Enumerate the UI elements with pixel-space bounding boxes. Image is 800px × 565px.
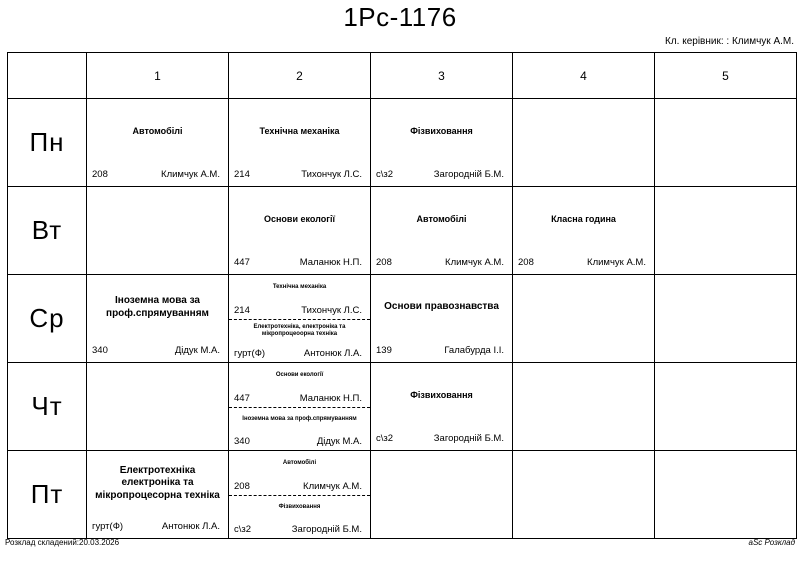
empty-cell bbox=[655, 99, 797, 187]
lesson-cell bbox=[229, 99, 371, 187]
lesson-subject: Основи правознавства bbox=[384, 301, 499, 313]
corner-cell bbox=[8, 53, 87, 99]
created-date: Розклад складений:20.03.2026 bbox=[5, 538, 120, 547]
lesson-room: 208 bbox=[92, 169, 108, 180]
empty-cell bbox=[513, 275, 655, 363]
lesson-subject: Технічна механіка bbox=[259, 125, 340, 136]
lesson-teacher: Дідук М.А. bbox=[316, 436, 362, 447]
day-label-tuesday: Вт bbox=[8, 187, 87, 275]
lesson-cell bbox=[87, 275, 229, 363]
lesson-cell bbox=[371, 99, 513, 187]
period-header-1: 1 bbox=[87, 53, 229, 99]
empty-cell bbox=[513, 363, 655, 451]
lesson-room: 447 bbox=[234, 257, 250, 268]
lesson-room: с\з2 bbox=[234, 524, 252, 535]
empty-cell bbox=[655, 451, 797, 539]
lesson-teacher: Загородній Б.М. bbox=[433, 169, 504, 180]
lesson-teacher: Тихончук Л.С. bbox=[301, 169, 362, 180]
head-teacher-label: Кл. керівник: : Климчук А.М. bbox=[665, 36, 794, 47]
lesson-room: с\з2 bbox=[376, 433, 394, 444]
empty-cell bbox=[87, 363, 229, 451]
lesson-subject: Автомобілі bbox=[282, 460, 317, 466]
lesson-room: 447 bbox=[234, 392, 250, 404]
day-label-thursday: Чт bbox=[8, 363, 87, 451]
lesson-teacher: Загородній Б.М. bbox=[291, 524, 362, 535]
lesson-cell bbox=[87, 451, 229, 539]
day-row-friday bbox=[8, 451, 797, 539]
lesson-subject: Фізвиховання bbox=[410, 125, 473, 136]
brand-label: aSc Розклад bbox=[748, 538, 795, 547]
split-lesson-cell bbox=[229, 275, 371, 363]
empty-cell bbox=[87, 187, 229, 275]
page-title: 1Рс-1176 bbox=[343, 2, 457, 32]
lesson-room: 208 bbox=[234, 480, 250, 492]
lesson-subject: Основи екології bbox=[263, 213, 336, 224]
lesson-room: 139 bbox=[376, 345, 392, 356]
lesson-room: 208 bbox=[376, 257, 392, 268]
lesson-teacher: Маланюк Н.П. bbox=[299, 392, 362, 404]
lesson-subject: Електротехніка електроніка та мікропроцесорна техніка bbox=[95, 464, 220, 501]
lesson-cell bbox=[371, 275, 513, 363]
day-label-friday: Пт bbox=[8, 451, 87, 539]
empty-cell bbox=[513, 451, 655, 539]
lesson-subject: Класна година bbox=[551, 213, 616, 224]
lesson-room: 214 bbox=[234, 304, 250, 316]
lesson-room: с\з2 bbox=[376, 169, 394, 180]
lesson-teacher: Дідук М.А. bbox=[174, 345, 220, 356]
lesson-teacher: Климчук А.М. bbox=[587, 257, 646, 268]
lesson-teacher: Антонюк Л.А. bbox=[161, 521, 220, 532]
period-header-3: 3 bbox=[371, 53, 513, 99]
lesson-room: гурт(Ф) bbox=[234, 348, 266, 359]
lesson-teacher: Галабурда І.І. bbox=[444, 345, 504, 356]
timetable-grid bbox=[7, 52, 797, 539]
lesson-subject: Фізвиховання bbox=[410, 389, 473, 400]
lesson-cell bbox=[87, 99, 229, 187]
day-row-monday bbox=[8, 99, 797, 187]
empty-cell bbox=[655, 363, 797, 451]
lesson-room: 340 bbox=[234, 436, 250, 447]
lesson-cell bbox=[229, 187, 371, 275]
lesson-room: 214 bbox=[234, 169, 250, 180]
lesson-subject: Іноземна мова за проф.спрямуванням bbox=[242, 415, 357, 422]
lesson-teacher: Тихончук Л.С. bbox=[301, 304, 362, 316]
lesson-subject: Електротехніка, електроніка та мікропроцеоорна техніка bbox=[253, 323, 346, 338]
split-lesson-cell bbox=[229, 451, 371, 539]
lesson-teacher: Климчук А.М. bbox=[161, 169, 220, 180]
split-lesson-cell bbox=[229, 363, 371, 451]
empty-cell bbox=[513, 99, 655, 187]
day-label-monday: Пн bbox=[8, 99, 87, 187]
lesson-subject: Основи екології bbox=[275, 372, 324, 378]
lesson-subject: Автомобілі bbox=[416, 213, 467, 224]
lesson-cell bbox=[371, 187, 513, 275]
lesson-cell bbox=[513, 187, 655, 275]
lesson-subject: Автомобілі bbox=[132, 125, 183, 136]
lesson-subject: Технічна механіка bbox=[272, 284, 327, 290]
period-header-2: 2 bbox=[229, 53, 371, 99]
lesson-cell bbox=[371, 363, 513, 451]
lesson-teacher: Климчук А.М. bbox=[303, 480, 362, 492]
lesson-room: 340 bbox=[92, 345, 108, 356]
lesson-room: 208 bbox=[518, 257, 534, 268]
day-row-thursday bbox=[8, 363, 797, 451]
lesson-room: гурт(Ф) bbox=[92, 521, 124, 532]
empty-cell bbox=[371, 451, 513, 539]
empty-cell bbox=[655, 187, 797, 275]
day-row-tuesday bbox=[8, 187, 797, 275]
lesson-subject: Іноземна мова за проф.спрямуванням bbox=[106, 295, 209, 319]
empty-cell bbox=[655, 275, 797, 363]
period-header-row bbox=[8, 53, 797, 99]
period-header-5: 5 bbox=[655, 53, 797, 99]
day-row-wednesday bbox=[8, 275, 797, 363]
lesson-teacher: Климчук А.М. bbox=[445, 257, 504, 268]
lesson-teacher: Загородній Б.М. bbox=[433, 433, 504, 444]
lesson-teacher: Антонюк Л.А. bbox=[303, 348, 362, 359]
lesson-subject: Фізвиховання bbox=[278, 503, 321, 510]
day-label-wednesday: Ср bbox=[8, 275, 87, 363]
lesson-teacher: Маланюк Н.П. bbox=[299, 257, 362, 268]
period-header-4: 4 bbox=[513, 53, 655, 99]
